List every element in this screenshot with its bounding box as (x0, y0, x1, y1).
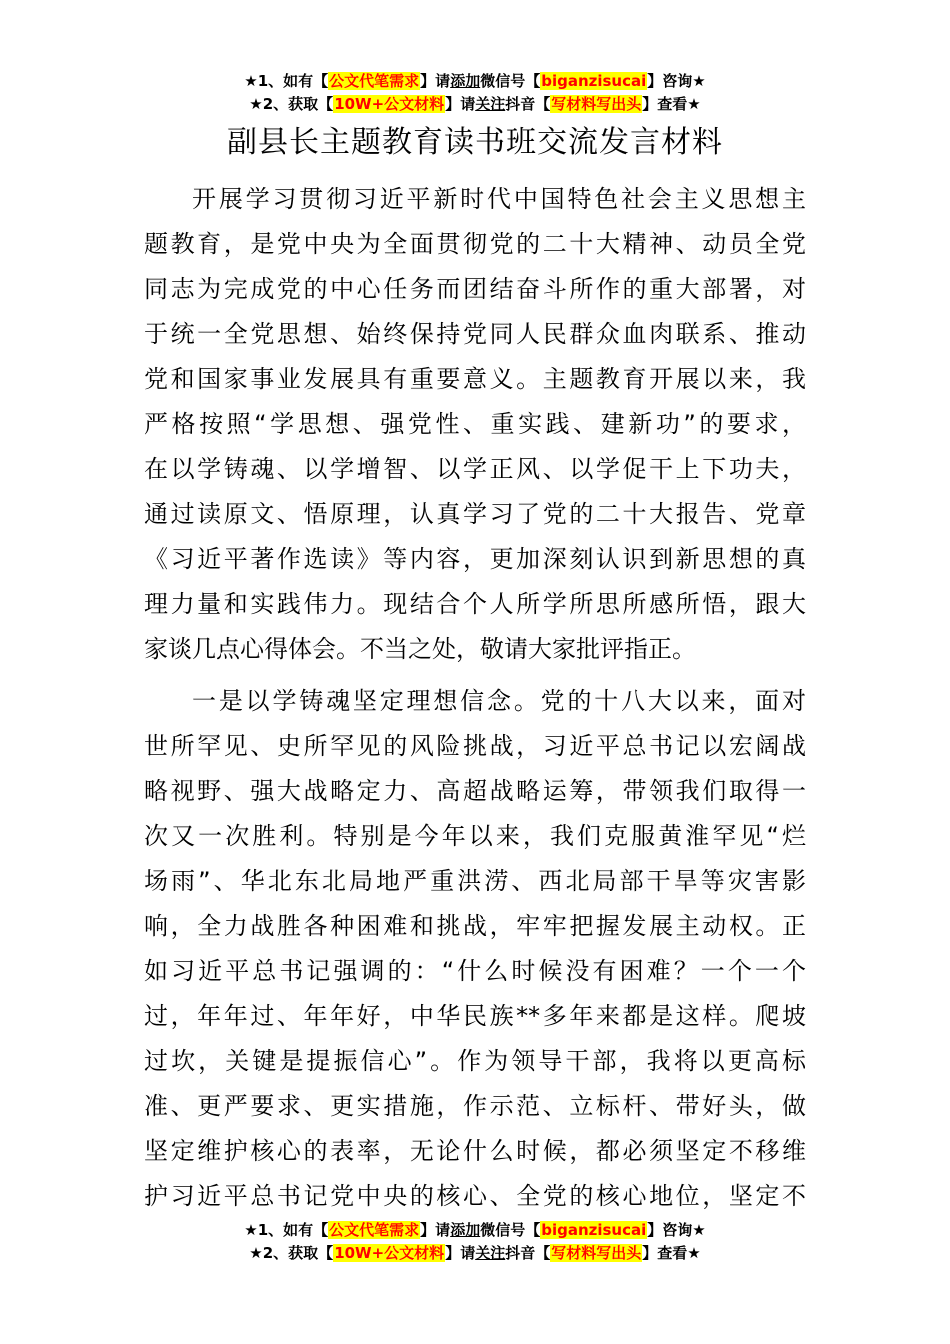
footer-ad-line-2 (0, 1242, 950, 1264)
ad-text: 抖音【 (505, 95, 551, 113)
ad-underline: 关注 (475, 95, 506, 113)
ad-text: ★1、如有【 (244, 72, 329, 90)
header-ad-line-2 (0, 93, 950, 115)
paragraph-line: 一是以学铸魂坚定理想信念。党的十八大以来，面对 (192, 687, 806, 715)
paragraph-line: 如习近平总书记强调的：“什么时候没有困难？一个一个 (144, 957, 806, 985)
paragraph-line: 党和国家事业发展具有重要意义。主题教育开展以来，我 (144, 365, 806, 393)
paragraph-1 (144, 177, 806, 672)
paragraph-line: 场雨”、华北东北局地严重洪涝、西北局部干旱等灾害影 (144, 867, 806, 895)
ad-underline: 关注 (475, 1244, 506, 1262)
paragraph-line: 开展学习贯彻习近平新时代中国特色社会主义思想主 (192, 185, 806, 213)
ad-text: 】请 (445, 95, 476, 113)
ad-text: ★2、获取【 (249, 95, 334, 113)
ad-text: 】咨询★ (647, 1221, 706, 1239)
ad-highlight: biganzisucai (541, 72, 647, 90)
ad-text: 微信号【 (480, 1221, 541, 1239)
paragraph-line: 准、更严要求、更实措施，作示范、立标杆、带好头，做 (144, 1092, 806, 1120)
ad-text: ★1、如有【 (244, 1221, 329, 1239)
paragraph-line: 于统一全党思想、始终保持党同人民群众血肉联系、推动 (144, 320, 806, 348)
ad-highlight: biganzisucai (541, 1221, 647, 1239)
footer-ad-line-1 (0, 1219, 950, 1241)
ad-highlight: 10W+公文材料 (334, 95, 445, 113)
ad-text: 】请 (445, 1244, 476, 1262)
ad-text: 】咨询★ (647, 72, 706, 90)
paragraph-line: 严格按照“学思想、强党性、重实践、建新功”的要求， (144, 410, 806, 438)
ad-text: 】请 (420, 72, 451, 90)
ad-text: 】请 (420, 1221, 451, 1239)
paragraph-line: 家谈几点心得体会。不当之处，敬请大家批评指正。 (144, 635, 696, 663)
paragraph-line: 通过读原文、悟原理，认真学习了党的二十大报告、党章 (144, 500, 806, 528)
ad-text: 抖音【 (505, 1244, 551, 1262)
paragraph-line: 过坎，关键是提振信心”。作为领导干部，我将以更高标 (144, 1047, 806, 1075)
paragraph-line: 响，全力战胜各种困难和挑战，牢牢把握发展主动权。正 (144, 912, 806, 940)
paragraph-line: 坚定维护核心的表率，无论什么时候，都必须坚定不移维 (144, 1137, 806, 1165)
ad-text: 】查看★ (642, 95, 701, 113)
ad-highlight: 公文代笔需求 (329, 72, 420, 90)
ad-highlight: 10W+公文材料 (334, 1244, 445, 1262)
paragraph-2 (144, 679, 806, 1219)
ad-text: ★2、获取【 (249, 1244, 334, 1262)
paragraph-line: 略视野、强大战略定力、高超战略运筹，带领我们取得一 (144, 777, 806, 805)
paragraph-line: 同志为完成党的中心任务而团结奋斗所作的重大部署，对 (144, 275, 806, 303)
ad-text: 】查看★ (642, 1244, 701, 1262)
paragraph-line: 《习近平著作选读》等内容，更加深刻认识到新思想的真 (144, 545, 806, 573)
ad-underline: 添加 (450, 72, 481, 90)
paragraph-line: 次又一次胜利。特别是今年以来，我们克服黄淮罕见“烂 (144, 822, 806, 850)
paragraph-line: 护习近平总书记党中央的核心、全党的核心地位，坚定不 (144, 1182, 806, 1210)
paragraph-line: 题教育，是党中央为全面贯彻党的二十大精神、动员全党 (144, 230, 806, 258)
paragraph-line: 世所罕见、史所罕见的风险挑战，习近平总书记以宏阔战 (144, 732, 806, 760)
header-ad-line-1 (0, 70, 950, 92)
paragraph-line: 过，年年过、年年好，中华民族**多年来都是这样。爬坡 (144, 1002, 806, 1030)
ad-highlight: 公文代笔需求 (329, 1221, 420, 1239)
ad-highlight: 写材料写出头 (551, 95, 642, 113)
ad-text: 微信号【 (480, 72, 541, 90)
ad-highlight: 写材料写出头 (551, 1244, 642, 1262)
paragraph-line: 理力量和实践伟力。现结合个人所学所思所感所悟，跟大 (144, 590, 806, 618)
ad-underline: 添加 (450, 1221, 481, 1239)
paragraph-line: 在以学铸魂、以学增智、以学正风、以学促干上下功夫， (144, 455, 806, 483)
document-title: 副县长主题教育读书班交流发言材料 (227, 125, 723, 160)
